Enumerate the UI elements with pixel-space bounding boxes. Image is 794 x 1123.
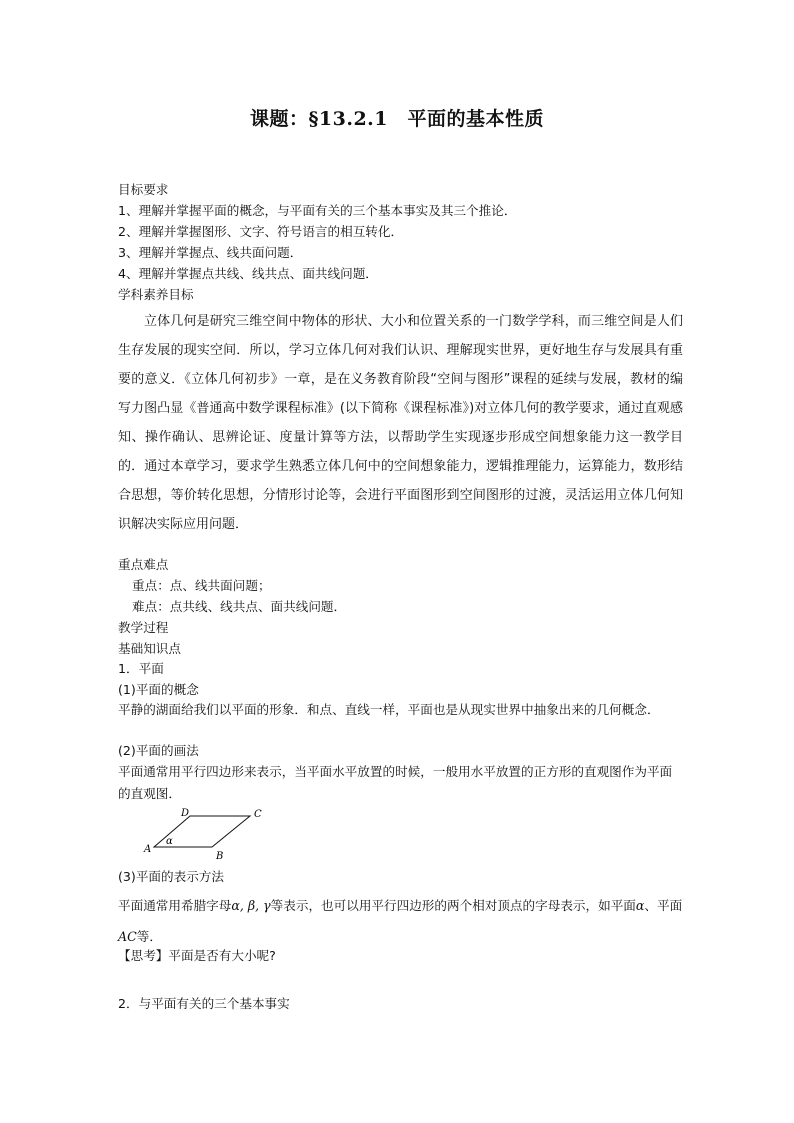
basic-knowledge-heading: 基础知识点 [118, 641, 181, 656]
objectives-heading: 目标要求 [118, 182, 169, 197]
process-heading: 教学过程 [118, 620, 169, 635]
objective-item-4: 4、理解并掌握点共线、线共点、面共线问题． [118, 266, 378, 281]
plane-alpha: α [635, 898, 645, 913]
concept-text: 平静的湖面给我们以平面的形象．和点、直线一样，平面也是从现实世界中抽象出来的几何概念． [118, 702, 660, 717]
keypoint-difficulty: 难点：点共线、线共点、面共线问题． [132, 599, 347, 614]
figure-label-b: B [216, 851, 224, 862]
section-1-heading: 1．平面 [118, 661, 164, 676]
section-2-heading: 2．与平面有关的三个基本事实 [118, 996, 290, 1011]
figure-label-alpha: α [166, 836, 173, 847]
drawing-heading: (2)平面的画法 [118, 743, 199, 758]
notation-text [118, 890, 683, 952]
page-title: 课题：§13.2.1 平面的基本性质 [249, 108, 545, 130]
concept-heading: (1)平面的概念 [118, 682, 199, 697]
notation-text-part1: 平面通常用希腊字母 [118, 898, 232, 913]
notation-separator: 、平面 [644, 898, 683, 913]
literacy-heading: 学科素养目标 [118, 287, 194, 302]
notation-heading: (3)平面的表示方法 [118, 869, 224, 884]
notation-end: 等． [136, 929, 162, 944]
objective-item-2: 2、理解并掌握图形、文字、符号语言的相互转化． [118, 224, 404, 239]
figure-label-d: D [181, 808, 190, 819]
drawing-text: 平面通常用平行四边形来表示，当平面水平放置的时候，一般用水平放置的正方形的直观图作为平面的直观图． [118, 764, 673, 801]
keypoint-key: 重点：点、线共面问题； [132, 578, 271, 593]
notation-text-part2: 等表示，也可以用平行四边形的两个相对顶点的字母表示，如平面 [270, 898, 636, 913]
keypoints-heading: 重点难点 [118, 557, 169, 572]
objective-item-1: 1、理解并掌握平面的概念，与平面有关的三个基本事实及其三个推论． [118, 203, 517, 218]
greek-letters: α, β, γ [231, 898, 271, 913]
plane-ac: AC [118, 929, 137, 944]
figure-label-a: A [144, 844, 152, 855]
parallelogram-figure [140, 804, 270, 862]
figure-label-c: C [254, 809, 262, 820]
think-question: 【思考】平面是否有大小呢? [118, 948, 276, 963]
literacy-paragraph: 立体几何是研究三维空间中物体的形状、大小和位置关系的一门数学学科，而三维空间是人们生存发展的现实空间．所以，学习立体几何对我们认识、理解现实世界，更好地生存与发展具有重要的意义．《立体几何初步》一章，是在义务教育阶段“空间与图形”课程的延续与发展，教材的编写力图凸显《普通高中数学课程标准》(以下简称《课程标准》)对立体几何的教学要求，通过直观感知、操作确认、思辨论证、度量计算等方法，以帮助学生实现逐步形成空间想象能力这一教学目的．通过本章学习，要求学生熟悉立体几何中的空间想象能力，逻辑推理能力，运算能力，数形结合思想，等价转化思想，分情形讨论等，会进行平面图形到空间图形的过渡，灵活运用立体几何知识解决实际应用问题． [118, 314, 683, 532]
objective-item-3: 3、理解并掌握点、线共面问题． [118, 245, 303, 260]
